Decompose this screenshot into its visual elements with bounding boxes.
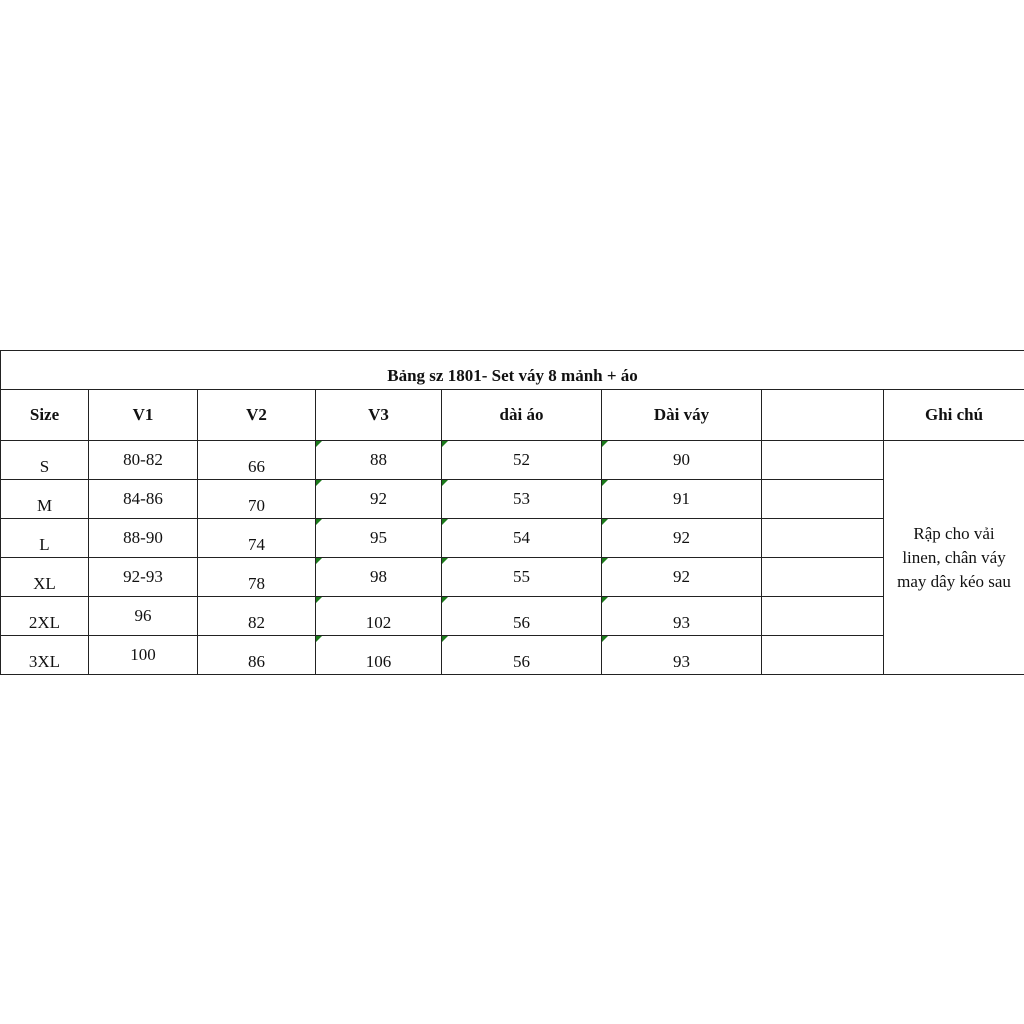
- cell-size: M: [1, 480, 89, 519]
- cell-v3: 92: [316, 480, 442, 519]
- cell-blank: [762, 558, 884, 597]
- cell-v1: 80-82: [89, 441, 198, 480]
- note-line-3: may dây kéo sau: [897, 571, 1011, 591]
- note-cell: [884, 441, 1024, 675]
- table-row: [1, 597, 1024, 636]
- cell-v1: 92-93: [89, 558, 198, 597]
- title-row: [1, 351, 1024, 390]
- header-blank: [762, 390, 884, 441]
- cell-v3: 106: [316, 636, 442, 675]
- cell-v1: 96: [89, 597, 198, 636]
- cell-blank: [762, 480, 884, 519]
- cell-blank: [762, 441, 884, 480]
- cell-dai-ao: 56: [442, 597, 602, 636]
- cell-blank: [762, 519, 884, 558]
- header-dai-ao: dài áo: [442, 390, 602, 441]
- table-title: Bảng sz 1801- Set váy 8 mảnh + áo: [387, 366, 638, 385]
- cell-size: S: [1, 441, 89, 480]
- cell-v2: 66: [198, 441, 316, 480]
- cell-blank: [762, 636, 884, 675]
- cell-v3: 95: [316, 519, 442, 558]
- table-title-cell: [1, 351, 1024, 390]
- cell-v1: 84-86: [89, 480, 198, 519]
- cell-dai-vay: 92: [602, 519, 762, 558]
- note-line-1: Rập cho vải: [913, 523, 995, 543]
- cell-v2: 70: [198, 480, 316, 519]
- cell-v2: 86: [198, 636, 316, 675]
- table-row: [1, 519, 1024, 558]
- header-size: Size: [1, 390, 89, 441]
- header-row: [1, 390, 1024, 441]
- cell-v2: 82: [198, 597, 316, 636]
- cell-blank: [762, 597, 884, 636]
- cell-dai-ao: 52: [442, 441, 602, 480]
- cell-dai-ao: 54: [442, 519, 602, 558]
- cell-dai-ao: 53: [442, 480, 602, 519]
- table-row: [1, 480, 1024, 519]
- cell-v1: 100: [89, 636, 198, 675]
- cell-v2: 78: [198, 558, 316, 597]
- cell-v3: 98: [316, 558, 442, 597]
- note-line-2: linen, chân váy: [902, 547, 1006, 567]
- cell-v3: 88: [316, 441, 442, 480]
- header-ghi-chu: Ghi chú: [884, 390, 1024, 441]
- table-row: [1, 558, 1024, 597]
- header-v1: V1: [89, 390, 198, 441]
- size-table: [0, 350, 1024, 675]
- header-v2: V2: [198, 390, 316, 441]
- header-dai-vay: Dài váy: [602, 390, 762, 441]
- cell-dai-vay: 93: [602, 597, 762, 636]
- cell-size: L: [1, 519, 89, 558]
- table-row: [1, 441, 1024, 480]
- cell-v1: 88-90: [89, 519, 198, 558]
- cell-dai-vay: 92: [602, 558, 762, 597]
- cell-size: XL: [1, 558, 89, 597]
- cell-dai-vay: 90: [602, 441, 762, 480]
- table-row: [1, 636, 1024, 675]
- header-v3: V3: [316, 390, 442, 441]
- cell-dai-vay: 93: [602, 636, 762, 675]
- cell-size: 2XL: [1, 597, 89, 636]
- cell-dai-ao: 56: [442, 636, 602, 675]
- cell-dai-ao: 55: [442, 558, 602, 597]
- cell-v3: 102: [316, 597, 442, 636]
- cell-v2: 74: [198, 519, 316, 558]
- size-chart-sheet: [0, 350, 1024, 674]
- cell-dai-vay: 91: [602, 480, 762, 519]
- cell-size: 3XL: [1, 636, 89, 675]
